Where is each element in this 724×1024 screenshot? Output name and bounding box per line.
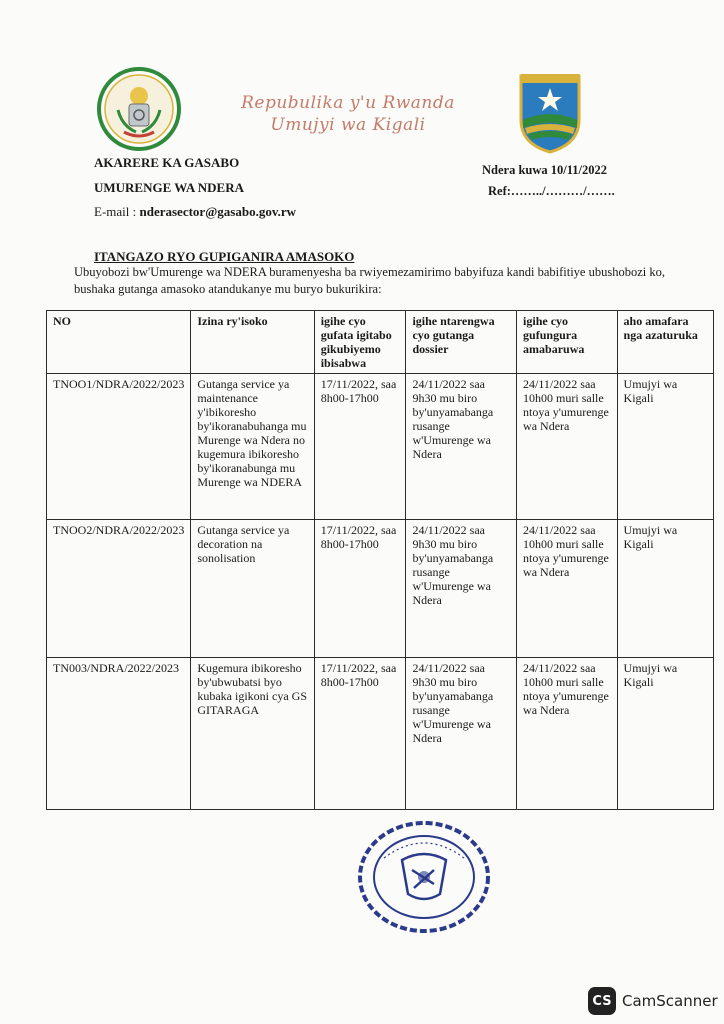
district-name: AKARERE KA GASABO	[94, 155, 240, 170]
notice-title: ITANGAZO RYO GUPIGANIRA AMASOKO	[94, 249, 355, 264]
col-header-tender-name: Izina ry'isoko	[191, 311, 314, 374]
table-row	[47, 520, 714, 658]
funding-source: Umujyi wa Kigali	[617, 374, 713, 520]
col-header-opening-time: igihe cyo gufungura amabaruwa	[517, 311, 617, 374]
kigali-city-emblem	[513, 70, 587, 154]
tender-number: TNOO1/NDRA/2022/2023	[47, 374, 191, 520]
date-line: Ndera kuwa 10/11/2022	[482, 163, 608, 177]
email-line	[94, 204, 296, 220]
city-line: Umujyi wa Kigali	[270, 115, 426, 135]
tender-name: Gutanga service ya maintenance y'ibikoresho by'ikoranabuhanga mu Murenge wa Ndera no kugemura ibikoresho by'ikoranabunga mu Murenge wa NDERA	[191, 374, 314, 520]
republic-line: Repubulika y'u Rwanda	[241, 93, 455, 113]
opening-time: 24/11/2022 saa 10h00 muri salle ntoya y'umurenge wa Ndera	[517, 658, 617, 810]
tender-number: TNOO2/NDRA/2022/2023	[47, 520, 191, 658]
submission-deadline: 24/11/2022 saa 9h30 mu biro by'unyamabanga rusange w'Umurenge wa Ndera	[406, 658, 517, 810]
tender-number: TN003/NDRA/2022/2023	[47, 658, 191, 810]
tender-name: Kugemura ibikoresho by'ubwubatsi byo kubaka igikoni cya GS GITARAGA	[191, 658, 314, 810]
camscanner-logo-icon: CS	[588, 987, 616, 1015]
rwanda-coat-of-arms-emblem	[96, 66, 182, 152]
col-header-no: NO	[47, 311, 191, 374]
tender-name: Gutanga service ya decoration na sonolisation	[191, 520, 314, 658]
collection-time: 17/11/2022, saa 8h00-17h00	[314, 374, 406, 520]
submission-deadline: 24/11/2022 saa 9h30 mu biro by'unyamabanga rusange w'Umurenge wa Ndera	[406, 374, 517, 520]
tenders-table	[46, 310, 714, 810]
table-row	[47, 658, 714, 810]
funding-source: Umujyi wa Kigali	[617, 520, 713, 658]
table-row	[47, 374, 714, 520]
col-header-document-collection: igihe cyo gufata igitabo gikubiyemo ibisabwa	[314, 311, 406, 374]
submission-deadline: 24/11/2022 saa 9h30 mu biro by'unyamabanga rusange w'Umurenge wa Ndera	[406, 520, 517, 658]
col-header-funding-source: aho amafara nga azaturuka	[617, 311, 713, 374]
official-stamp	[354, 818, 494, 936]
email-label: E-mail :	[94, 204, 140, 219]
col-header-submission-deadline: igihe ntarengwa cyo gutanga dossier	[406, 311, 517, 374]
funding-source: Umujyi wa Kigali	[617, 658, 713, 810]
table-header-row	[47, 311, 714, 374]
sector-name: UMURENGE WA NDERA	[94, 180, 244, 195]
republic-heading	[218, 92, 478, 136]
reference-line: Ref:……../………/…….	[488, 184, 615, 198]
collection-time: 17/11/2022, saa 8h00-17h00	[314, 658, 406, 810]
notice-intro: Ubuyobozi bw'Umurenge wa NDERA buramenyesha ba rwiyemezamirimo babyifuza kandi babifitiye ubushobozi ko, bushaka gutanga amasoko atandukanye mu buryo bukurikira:	[74, 265, 665, 296]
opening-time: 24/11/2022 saa 10h00 muri salle ntoya y'umurenge wa Ndera	[517, 374, 617, 520]
collection-time: 17/11/2022, saa 8h00-17h00	[314, 520, 406, 658]
camscanner-watermark	[588, 986, 718, 1016]
camscanner-label: CamScanner	[622, 992, 718, 1010]
opening-time: 24/11/2022 saa 10h00 muri salle ntoya y'umurenge wa Ndera	[517, 520, 617, 658]
email-address: nderasector@gasabo.gov.rw	[139, 204, 297, 219]
